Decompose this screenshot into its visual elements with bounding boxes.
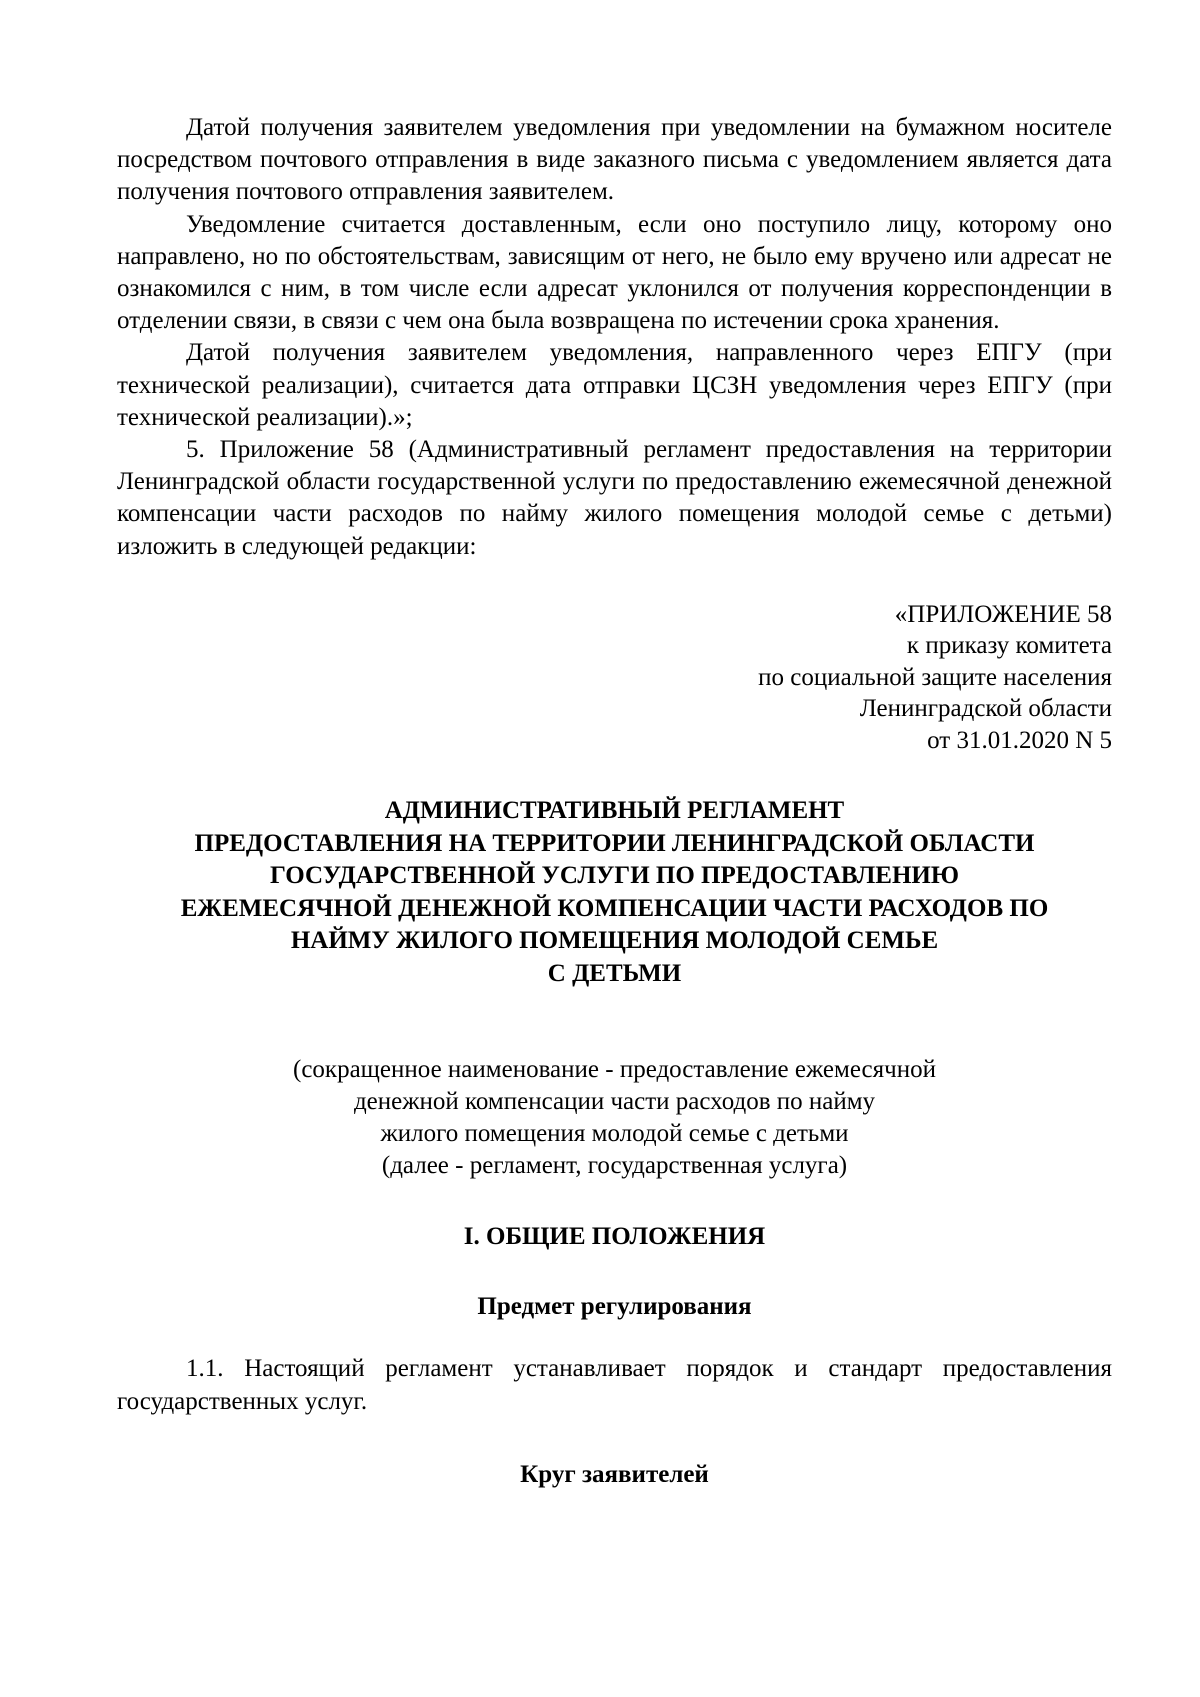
short-name-line: (сокращенное наименование - предоставление ежемесячной	[293, 1056, 936, 1084]
paragraph-notice-paper-date: Датой получения заявителем уведомления при уведомлении на бумажном носителе посредством почтового отправления в виде заказного письма с уведомлением является дата получения почтового отправления заявителем.	[117, 114, 1112, 206]
title-line: С ДЕТЬМИ	[547, 959, 682, 987]
title-line: ГОСУДАРСТВЕННОЙ УСЛУГИ ПО ПРЕДОСТАВЛЕНИЮ	[270, 862, 959, 890]
title-line: АДМИНИСТРАТИВНЫЙ РЕГЛАМЕНТ	[384, 797, 845, 825]
approval-line: к приказу комитета	[906, 632, 1112, 660]
paragraph-1-1: 1.1. Настоящий регламент устанавливает порядок и стандарт предоставления государственных услуг.	[117, 1355, 1112, 1415]
short-name-line: (далее - регламент, государственная услуга)	[381, 1152, 848, 1180]
paragraph-notice-epgu-date: Датой получения заявителем уведомления, направленного через ЕПГУ (при технической реализации), считается дата отправки ЦСЗН уведомления через ЕПГУ (при технической реализации).»;	[117, 339, 1112, 431]
approval-line: «ПРИЛОЖЕНИЕ 58	[894, 600, 1112, 628]
subheading-applicants: Круг заявителей	[520, 1460, 709, 1488]
short-name-block	[117, 1054, 1112, 1182]
title-line: ЕЖЕМЕСЯЧНОЙ ДЕНЕЖНОЙ КОМПЕНСАЦИИ ЧАСТИ РАСХОДОВ ПО	[180, 894, 1049, 922]
title-line: ПРЕДОСТАВЛЕНИЯ НА ТЕРРИТОРИИ ЛЕНИНГРАДСКОЙ ОБЛАСТИ	[194, 829, 1035, 857]
title-line: НАЙМУ ЖИЛОГО ПОМЕЩЕНИЯ МОЛОДОЙ СЕМЬЕ	[290, 927, 939, 955]
paragraph-item-5: 5. Приложение 58 (Административный регламент предоставления на территории Ленинградской области государственной услуги по предоставлению ежемесячной денежной компенсации части расходов по найму жилого помещения молодой семье с детьми) изложить в следующей редакции:	[117, 436, 1112, 560]
approval-line: Ленинградской области	[859, 695, 1112, 723]
approval-block	[117, 599, 1112, 757]
subheading-subject: Предмет регулирования	[477, 1293, 752, 1321]
short-name-line: денежной компенсации части расходов по найму	[353, 1088, 876, 1116]
paragraph-notice-delivered: Уведомление считается доставленным, если оно поступило лицу, которому оно направлено, но по обстоятельствам, зависящим от него, не было ему вручено или адресат не ознакомился с ним, в том числе если адресат уклонился от получения корреспонденции в отделении связи, в связи с чем она была возвращена по истечении срока хранения.	[117, 210, 1112, 335]
short-name-line: жилого помещения молодой семье с детьми	[380, 1120, 849, 1148]
document-title	[117, 795, 1112, 990]
approval-line: по социальной защите населения	[758, 663, 1112, 691]
document-body	[117, 112, 1112, 1491]
section-heading-general: I. ОБЩИЕ ПОЛОЖЕНИЯ	[463, 1223, 766, 1251]
approval-line: от 31.01.2020 N 5	[927, 726, 1112, 754]
